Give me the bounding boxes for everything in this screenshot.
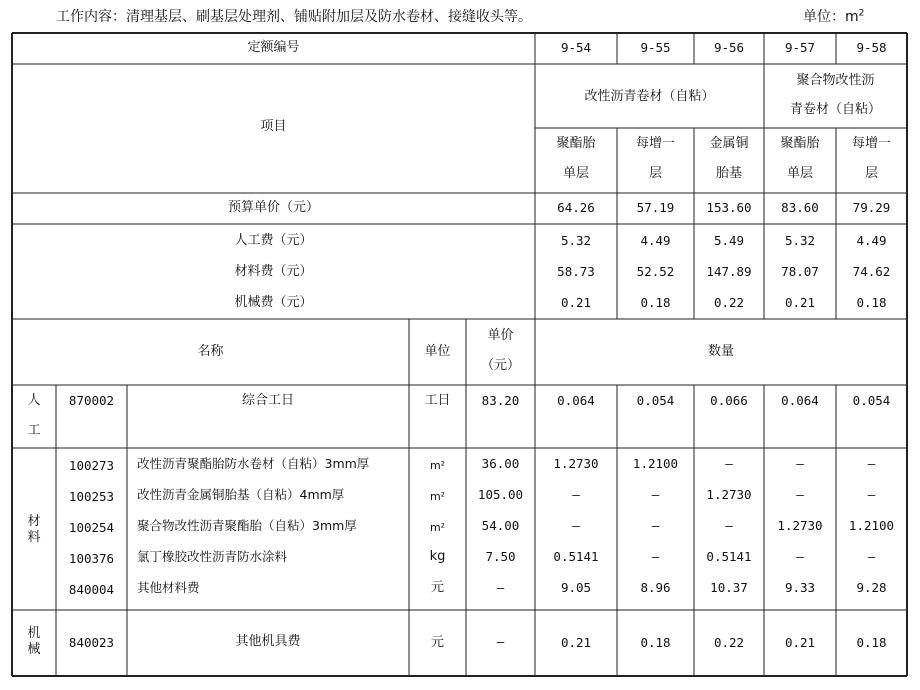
labor-category-1: 人 — [27, 393, 41, 408]
material-qty: 1.2730 — [706, 487, 752, 502]
group-polymer-line2: 青卷材（自粘） — [789, 102, 881, 117]
machine-cost-label: 机械费（元） — [234, 295, 313, 310]
subhead-5-line2: 层 — [864, 166, 878, 181]
machine-qty: 0.21 — [784, 635, 816, 650]
subhead-5-line1: 每增一 — [851, 136, 891, 151]
machine-category-2: 械 — [27, 642, 41, 657]
material-cost-value: 74.62 — [852, 264, 891, 279]
subhead-4-line1: 聚酯胎 — [780, 136, 820, 151]
unit-price-label-line1: 单价 — [487, 328, 514, 343]
name-label: 名称 — [197, 344, 224, 359]
material-qty: 0.5141 — [706, 549, 752, 564]
group-polymer-line1: 聚合物改性沥 — [796, 73, 875, 88]
material-qty: 8.96 — [640, 580, 671, 595]
material-code: 100254 — [68, 520, 115, 535]
material-qty: — — [796, 549, 804, 564]
material-name: 氯丁橡胶改性沥青防水涂料 — [137, 549, 288, 564]
machine-code: 840023 — [68, 635, 115, 650]
material-qty: 9.28 — [856, 580, 887, 595]
subhead-3-line2: 胎基 — [715, 166, 742, 181]
material-qty: — — [867, 549, 876, 564]
labor-cost-value: 5.32 — [784, 233, 816, 248]
material-name: 改性沥青聚酯胎防水卷材（自粘）3mm厚 — [137, 456, 370, 471]
labor-qty: 0.054 — [636, 393, 675, 408]
code-9-58: 9-58 — [856, 40, 887, 55]
material-qty: — — [867, 487, 876, 502]
material-unit: m² — [429, 459, 446, 472]
subhead-2-line2: 层 — [648, 166, 662, 181]
material-name: 改性沥青金属铜胎基（自粘）4mm厚 — [137, 487, 345, 502]
machine-cost-value: 0.18 — [640, 295, 671, 310]
header-unit-label: 单位：m — [803, 9, 859, 25]
machine-cost-value: 0.18 — [856, 295, 887, 310]
material-qty: 9.33 — [784, 580, 816, 595]
machine-cost-value: 0.21 — [560, 295, 592, 310]
material-unit: m² — [429, 490, 446, 503]
material-cost-label: 材料费（元） — [234, 264, 313, 279]
budget-price-value: 79.29 — [852, 200, 891, 215]
material-qty: 9.05 — [560, 580, 592, 595]
machine-name: 其他机具费 — [235, 634, 301, 649]
subhead-3-line1: 金属铜 — [709, 136, 749, 151]
labor-qty: 0.064 — [781, 393, 819, 408]
subhead-4-line2: 单层 — [786, 166, 813, 181]
subhead-1-line1: 聚酯胎 — [556, 136, 596, 151]
budget-price-value: 57.19 — [636, 200, 675, 215]
material-qty: — — [572, 487, 580, 502]
budget-price-value: 64.26 — [557, 200, 595, 215]
material-unit: 元 — [430, 580, 444, 595]
labor-cost-value: 5.49 — [713, 233, 745, 248]
material-qty: — — [651, 549, 660, 564]
material-qty: — — [725, 456, 733, 471]
material-qty: 1.2730 — [553, 456, 599, 471]
header-work-content: 工作内容：清理基层、刷基层处理剂、铺贴附加层及防水卷材、接缝收头等。 — [56, 9, 532, 25]
subhead-2-line1: 每增一 — [635, 136, 675, 151]
code-9-55: 9-55 — [640, 40, 671, 55]
group-modified-asphalt: 改性沥青卷材（自粘） — [584, 89, 715, 104]
material-name: 其他材料费 — [137, 580, 200, 595]
material-name: 聚合物改性沥青聚酯胎（自粘）3mm厚 — [137, 518, 357, 533]
material-price: 7.50 — [485, 549, 516, 564]
material-qty: 10.37 — [710, 580, 748, 595]
machine-qty: 0.22 — [713, 635, 745, 650]
machine-qty: 0.18 — [856, 635, 887, 650]
material-code: 100273 — [68, 458, 115, 473]
material-qty: — — [651, 518, 660, 533]
material-code: 100376 — [68, 551, 115, 566]
material-cost-value: 147.89 — [706, 264, 752, 279]
budget-price-value: 83.60 — [781, 200, 819, 215]
machine-cost-value: 0.21 — [784, 295, 816, 310]
material-qty: — — [796, 456, 804, 471]
material-qty: — — [572, 518, 580, 533]
budget-price-value: 153.60 — [706, 200, 752, 215]
material-price: 105.00 — [477, 487, 524, 502]
material-qty: 0.5141 — [553, 549, 599, 564]
code-9-56: 9-56 — [713, 40, 745, 55]
material-unit: m² — [429, 521, 446, 534]
material-category-2: 料 — [27, 530, 41, 545]
material-cost-value: 52.52 — [636, 264, 675, 279]
material-price: — — [496, 580, 505, 595]
material-code: 100253 — [68, 489, 115, 504]
labor-qty: 0.066 — [710, 393, 748, 408]
machine-unit: 元 — [430, 635, 444, 650]
budget-price-label: 预算单价（元） — [227, 200, 319, 215]
item-label: 项目 — [260, 119, 287, 134]
labor-qty: 0.054 — [852, 393, 891, 408]
code-9-57: 9-57 — [784, 40, 816, 55]
labor-code: 870002 — [68, 393, 115, 408]
machine-cost-value: 0.22 — [713, 295, 745, 310]
material-qty: — — [651, 487, 660, 502]
header-unit-sup: 2 — [858, 8, 865, 19]
labor-cost-value: 4.49 — [856, 233, 887, 248]
material-qty: — — [796, 487, 804, 502]
machine-category-1: 机 — [27, 626, 41, 641]
material-qty: 1.2100 — [848, 518, 895, 533]
quantity-label: 数量 — [707, 344, 734, 359]
labor-price: 83.20 — [481, 393, 520, 408]
machine-price: — — [496, 634, 505, 649]
material-qty: 1.2730 — [777, 518, 823, 533]
labor-cost-value: 5.32 — [560, 233, 592, 248]
quota-code-label: 定额编号 — [247, 40, 300, 55]
labor-unit: 工日 — [424, 393, 451, 408]
material-qty: — — [725, 518, 733, 533]
material-cost-value: 58.73 — [557, 264, 595, 279]
labor-cost-label: 人工费（元） — [234, 233, 313, 248]
unit-price-label-line2: （元） — [480, 358, 520, 373]
material-code: 840004 — [68, 582, 115, 597]
material-cost-value: 78.07 — [781, 264, 819, 279]
subhead-1-line2: 单层 — [562, 166, 589, 181]
material-price: 36.00 — [481, 456, 520, 471]
machine-qty: 0.18 — [640, 635, 671, 650]
material-qty: — — [867, 456, 876, 471]
machine-qty: 0.21 — [560, 635, 592, 650]
unit-col-label: 单位 — [424, 344, 451, 359]
material-unit: kg — [429, 549, 446, 564]
material-category-1: 材 — [27, 514, 41, 529]
code-9-54: 9-54 — [560, 40, 592, 55]
material-qty: 1.2100 — [632, 456, 679, 471]
material-price: 54.00 — [481, 518, 520, 533]
labor-cost-value: 4.49 — [640, 233, 671, 248]
labor-category-2: 工 — [27, 423, 41, 438]
labor-name: 综合工日 — [241, 393, 294, 408]
labor-qty: 0.064 — [557, 393, 595, 408]
